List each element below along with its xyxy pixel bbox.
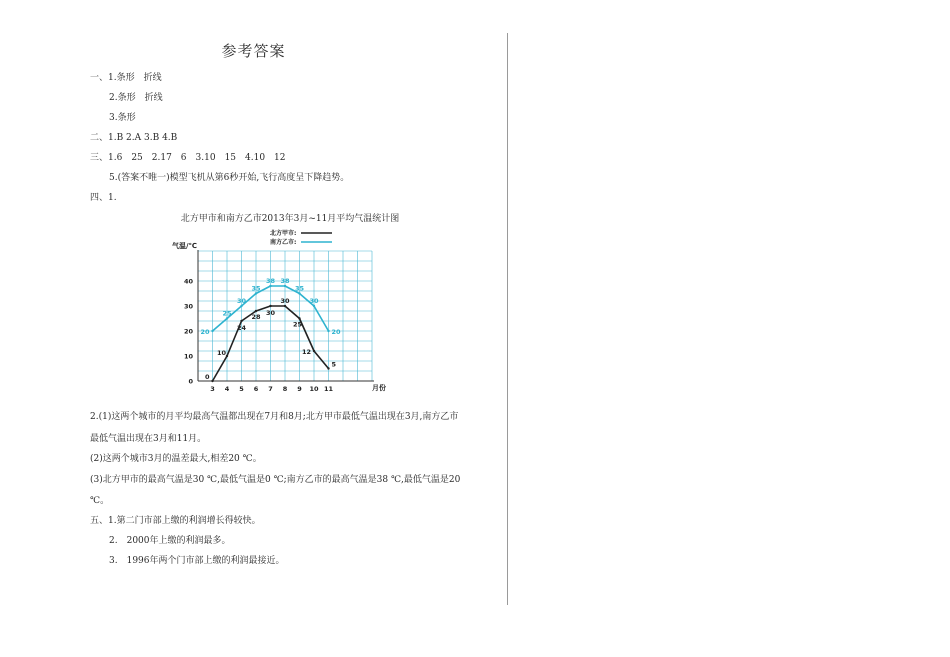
data-point [226, 317, 228, 319]
x-tick-label: 10 [309, 385, 319, 393]
data-label: 25 [222, 309, 232, 318]
x-tick-label: 3 [210, 385, 215, 393]
x-tick-label: 4 [224, 385, 230, 393]
x-tick-label: 6 [253, 385, 259, 393]
data-label: 30 [309, 297, 319, 305]
data-point [255, 292, 257, 294]
y-tick-label: 30 [183, 302, 193, 311]
answer-4-2-2: (2)这两个城市3月的温差最大,相差20 ℃。 [90, 454, 262, 464]
data-label: 38 [280, 277, 290, 285]
x-tick-labels [210, 385, 333, 393]
data-label: 12 [301, 348, 311, 356]
data-label: 20 [331, 328, 341, 336]
data-point [313, 350, 315, 352]
data-point [211, 330, 213, 332]
legend-label-north: 北方甲市: [270, 230, 297, 237]
data-label: 10 [216, 349, 226, 357]
data-label: 35 [294, 284, 305, 293]
y-tick-label: 40 [183, 277, 193, 286]
y-tick-label: 0 [188, 377, 193, 386]
temperature-line-chart [160, 222, 400, 398]
answer-section-3: 三、1.6 25 2.17 6 3.10 15 4.10 12 [90, 153, 286, 163]
x-tick-label: 9 [297, 385, 302, 393]
data-label: 30 [280, 297, 290, 305]
y-axis-label: 气温/℃ [172, 242, 198, 250]
answer-section-1-item-3: 3.条形 [109, 113, 136, 123]
data-point [313, 305, 315, 307]
data-point [327, 330, 329, 332]
y-tick-label: 20 [183, 327, 193, 336]
answer-section-2: 二、1.B 2.A 3.B 4.B [90, 133, 178, 143]
data-label: 25 [292, 320, 303, 329]
answer-4-2-1-line-1: 2.(1)这两个城市的月平均最高气温都出现在7月和8月;北方甲市最低气温出现在3月,南方乙市 [90, 412, 459, 422]
x-tick-label: 7 [268, 385, 273, 393]
answer-section-5-item-3: 3. 1996年两个门市部上缴的利润最接近。 [109, 556, 285, 566]
y-tick-labels [184, 278, 194, 386]
answer-section-3-item-5: 5.(答案不唯一)模型飞机从第6秒开始,飞行高度呈下降趋势。 [109, 173, 350, 183]
data-point [298, 317, 300, 319]
y-tick-label: 10 [183, 352, 193, 361]
data-label: 28 [251, 313, 261, 321]
answer-section-5-item-2: 2. 2000年上缴的利润最多。 [109, 536, 231, 546]
x-axis-label: 月份 [372, 384, 386, 392]
data-label: 24 [236, 324, 247, 332]
answer-4-2-3-line-2: ℃。 [90, 496, 110, 506]
data-point [240, 305, 242, 307]
chart-title: 北方甲市和南方乙市2013年3月~11月平均气温统计图 [180, 214, 400, 224]
data-point [298, 292, 300, 294]
chart-legend [270, 229, 332, 246]
data-point [284, 285, 286, 287]
answer-section-5-item-1: 五、1.第二门市部上缴的利润增长得较快。 [90, 516, 261, 526]
data-label: 38 [265, 277, 276, 285]
legend-label-south: 南方乙市: [270, 239, 297, 246]
page-title: 参考答案 [221, 42, 286, 60]
data-label: 20 [200, 328, 210, 336]
data-point [211, 380, 213, 382]
x-tick-label: 11 [323, 385, 334, 393]
data-point [226, 355, 228, 357]
x-tick-label: 8 [282, 385, 288, 393]
data-label: 30 [236, 297, 247, 305]
data-point [327, 367, 329, 369]
data-point [269, 285, 271, 287]
x-tick-label: 5 [239, 385, 244, 393]
data-point [240, 320, 242, 322]
answer-4-2-3-line-1: (3)北方甲市的最高气温是30 ℃,最低气温是0 ℃;南方乙市的最高气温是38 ℃,最低气温是20 [90, 475, 461, 485]
data-label: 35 [251, 284, 261, 293]
data-label: 30 [265, 309, 276, 317]
data-point [284, 305, 286, 307]
column-divider [507, 33, 508, 605]
data-label: 5 [331, 360, 337, 369]
data-point [255, 310, 257, 312]
data-label: 0 [204, 373, 210, 381]
answer-4-2-1-line-2: 最低气温出现在3月和11月。 [90, 434, 207, 444]
data-point [269, 305, 271, 307]
answer-section-1-item-1: 一、1.条形 折线 [90, 73, 162, 83]
answer-section-4: 四、1. [90, 193, 117, 203]
answer-section-1-item-2: 2.条形 折线 [109, 93, 163, 103]
